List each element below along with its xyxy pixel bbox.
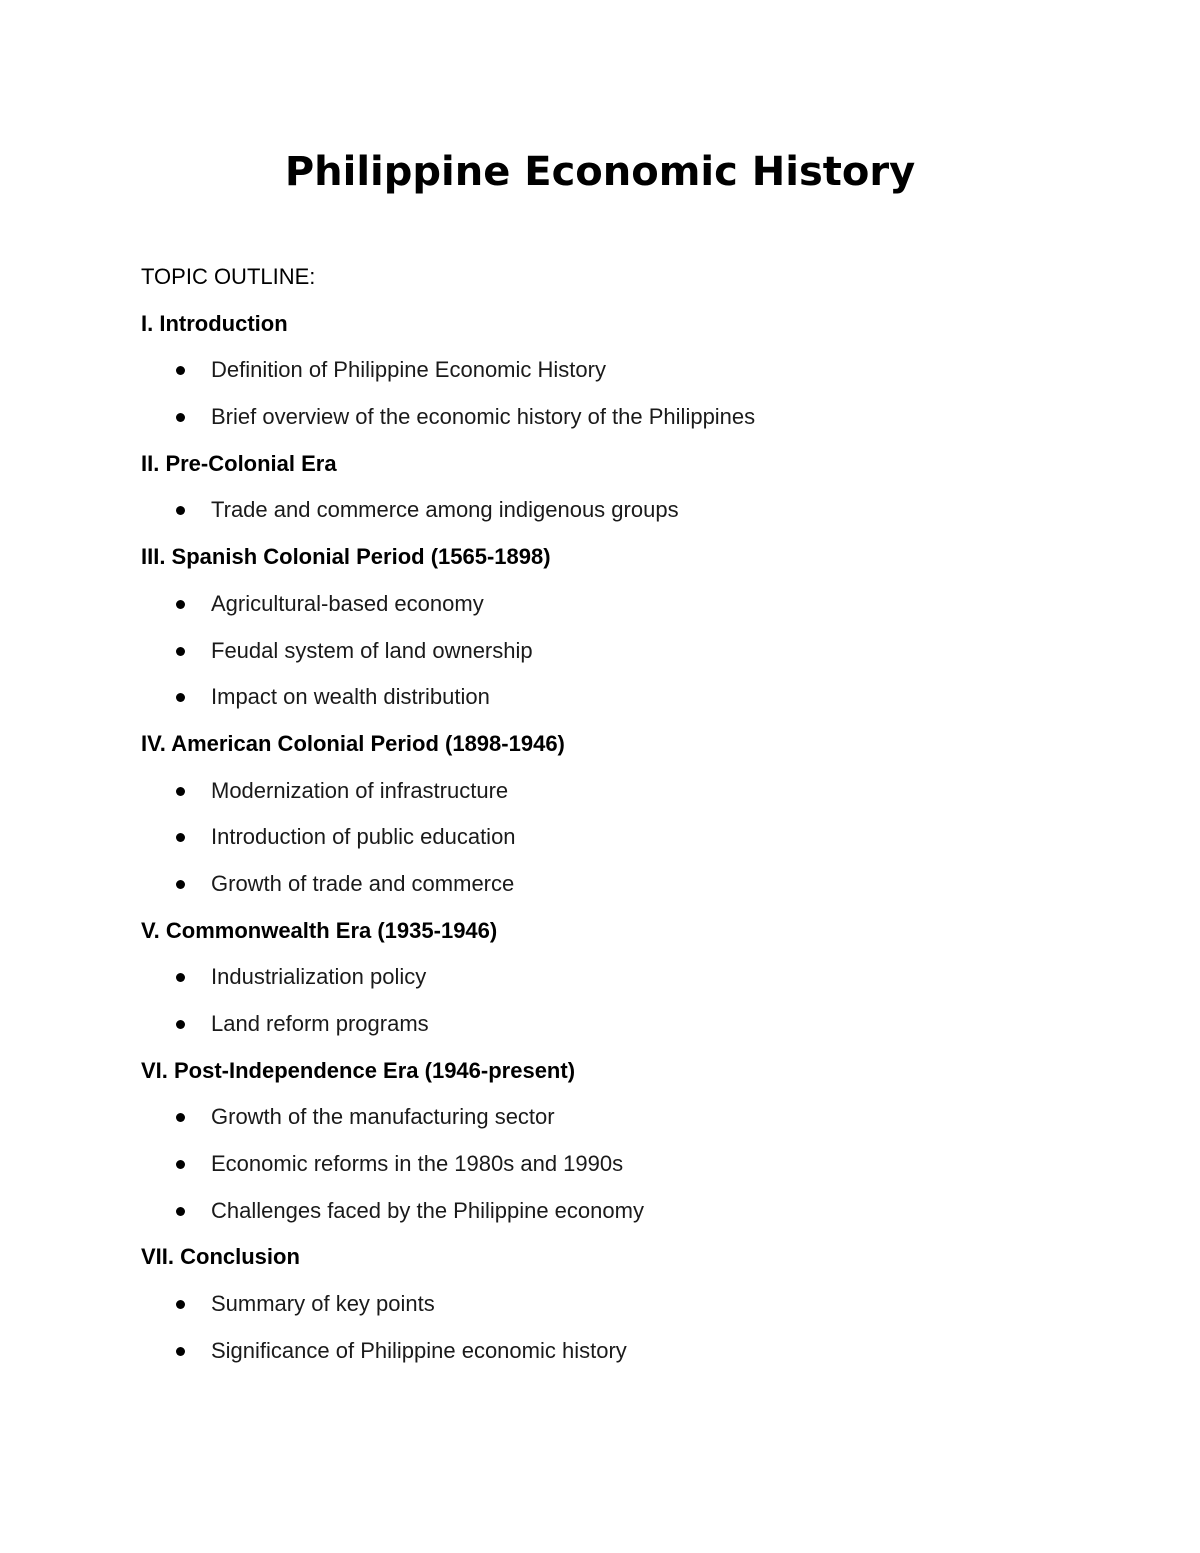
list-item-text: Significance of Philippine economic history (211, 1337, 627, 1363)
section-heading: VII. Conclusion (141, 1244, 300, 1270)
outline-section (141, 917, 1101, 1038)
list-item-text: Agricultural-based economy (211, 590, 484, 616)
outline-section (141, 1057, 1101, 1225)
list-item (141, 823, 1101, 851)
list-item-text: Summary of key points (211, 1291, 435, 1317)
list-item-text: Industrialization policy (211, 964, 427, 990)
bullet-list (141, 777, 1101, 898)
list-item (141, 683, 1101, 711)
bullet-list (141, 590, 1101, 711)
bullet-icon (176, 787, 185, 796)
bullet-icon (176, 647, 185, 656)
bullet-icon (176, 1160, 185, 1169)
list-item-text: Introduction of public education (211, 824, 516, 850)
list-item-text: Impact on wealth distribution (211, 684, 490, 710)
section-heading: III. Spanish Colonial Period (1565-1898) (141, 544, 551, 570)
bullet-icon (176, 600, 185, 609)
list-item-text: Land reform programs (211, 1011, 429, 1036)
bullet-list (141, 963, 1101, 1038)
list-item-text: Brief overview of the economic history of the Philippines (211, 404, 756, 430)
bullet-icon (176, 1020, 185, 1029)
list-item (141, 1197, 1101, 1225)
section-heading: II. Pre-Colonial Era (141, 450, 337, 476)
list-item (141, 403, 1101, 431)
list-item-text: Growth of the manufacturing sector (211, 1104, 555, 1130)
bullet-list (141, 496, 1101, 524)
bullet-icon (176, 366, 185, 375)
list-item-text: Growth of trade and commerce (211, 870, 515, 896)
list-item (141, 1337, 1101, 1365)
section-heading: IV. American Colonial Period (1898-1946) (141, 730, 565, 756)
section-heading: I. Introduction (141, 310, 288, 336)
bullet-icon (176, 880, 185, 889)
outline-section (141, 730, 1101, 898)
list-item (141, 1010, 1101, 1038)
outline-section (141, 450, 1101, 525)
topic-outline (141, 263, 1101, 1384)
bullet-icon (176, 506, 185, 515)
list-item (141, 356, 1101, 384)
bullet-icon (176, 1113, 185, 1122)
bullet-icon (176, 693, 185, 702)
list-item (141, 496, 1101, 524)
section-heading: V. Commonwealth Era (1935-1946) (141, 917, 498, 943)
list-item (141, 1103, 1101, 1131)
list-item (141, 777, 1101, 805)
bullet-list (141, 1290, 1101, 1365)
outline-section (141, 310, 1101, 431)
list-item (141, 963, 1101, 991)
list-item (141, 1150, 1101, 1178)
bullet-icon (176, 1347, 185, 1356)
outline-heading: TOPIC OUTLINE: (141, 264, 316, 289)
list-item (141, 870, 1101, 898)
list-item-text: Economic reforms in the 1980s and 1990s (211, 1151, 624, 1177)
bullet-icon (176, 973, 185, 982)
bullet-icon (176, 1207, 185, 1216)
list-item-text: Challenges faced by the Philippine economy (211, 1197, 644, 1223)
list-item-text: Definition of Philippine Economic History (211, 357, 606, 383)
bullet-icon (176, 833, 185, 842)
list-item-text: Trade and commerce among indigenous groups (211, 497, 679, 523)
outline-section (141, 543, 1101, 711)
section-heading: VI. Post-Independence Era (1946-present) (141, 1057, 576, 1083)
list-item (141, 590, 1101, 618)
list-item (141, 1290, 1101, 1318)
list-item (141, 637, 1101, 665)
bullet-icon (176, 1300, 185, 1309)
bullet-icon (176, 413, 185, 422)
list-item-text: Feudal system of land ownership (211, 637, 533, 663)
list-item-text: Modernization of infrastructure (211, 777, 509, 803)
document-title: Philippine Economic History (284, 149, 916, 195)
bullet-list (141, 356, 1101, 431)
outline-section (141, 1243, 1101, 1364)
bullet-list (141, 1103, 1101, 1224)
